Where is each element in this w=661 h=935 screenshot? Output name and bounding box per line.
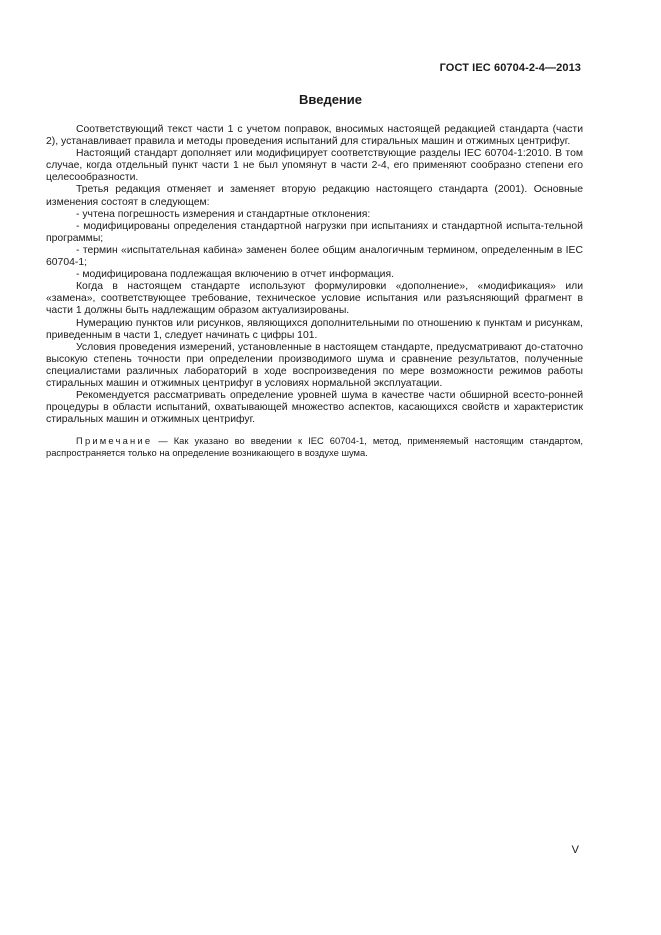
note [46, 435, 583, 458]
page-title: Введение [299, 92, 362, 107]
document-header: ГОСТ IEC 60704-2-4—2013 [439, 62, 581, 74]
paragraph-edition: Третья редакция отменяет и заменяет вторую редакцию настоящего стандарта (2001). Основные изменения состоят в следующем: [46, 184, 583, 208]
paragraph-recommendation: Рекомендуется рассматривать определение уровней шума в качестве части обширной всесто-ронней процедуры в области испытаний, охватывающей множество аспектов, касающихся свойств и характеристик стиральных машин и отжимных центрифуг. [46, 390, 583, 426]
paragraph-supplement: Настоящий стандарт дополняет или модифицирует соответствующие разделы IEC 60704-1:2010. В том случае, когда отдельный пункт части 1 не был упомянут в части 2-4, его применяют сообразно степени его целесообразности. [46, 148, 583, 184]
page-number: V [571, 844, 579, 856]
list-item: - модифицирована подлежащая включению в отчет информация. [76, 269, 394, 281]
note-text: — Как указано во введении к IEC 60704-1, метод, применяемый настоящим стандартом, распространяется только на определение возникающего в воздухе шума. [46, 435, 583, 458]
list-item: - учтена погрешность измерения и стандартные отклонения: [76, 208, 371, 220]
note-label: Примечание [76, 435, 153, 447]
paragraph-conditions: Условия проведения измерений, установленные в настоящем стандарте, предусматривают до-статочно высокую степень точности при определении производимого шума и сравнение результатов, полученные специалистами различных лабораторий в ходе воспроизведения по мере возможности режимов работы стиральных машин и отжимных центрифуг в условиях нормальной эксплуатации. [46, 341, 583, 389]
list-item: - модифицированы определения стандартной нагрузки при испытаниях и стандартной испыта-тельной программы; [46, 220, 583, 244]
paragraph-wording: Когда в настоящем стандарте используют формулировки «дополнение», «модификация» или «замена», соответствующее требование, техническое условие испытания или разъясняющий фрагмент в части 1 должны быть надлежащим образом актуализированы. [46, 281, 583, 317]
main-text [46, 124, 583, 458]
paragraph-numbering: Нумерацию пунктов или рисунков, являющихся дополнительными по отношению к пунктам и рисункам, приведенным в части 1, следует начинать с цифры 101. [46, 317, 583, 341]
list-item: - термин «испытательная кабина» заменен более общим аналогичным термином, определенным в IEC 60704-1; [46, 244, 583, 269]
paragraph-intro: Соответствующий текст части 1 с учетом поправок, вносимых настоящей редакцией стандарта (части 2), устанавливает правила и методы проведения испытаний для стиральных машин и отжимных центрифуг. [46, 124, 583, 148]
